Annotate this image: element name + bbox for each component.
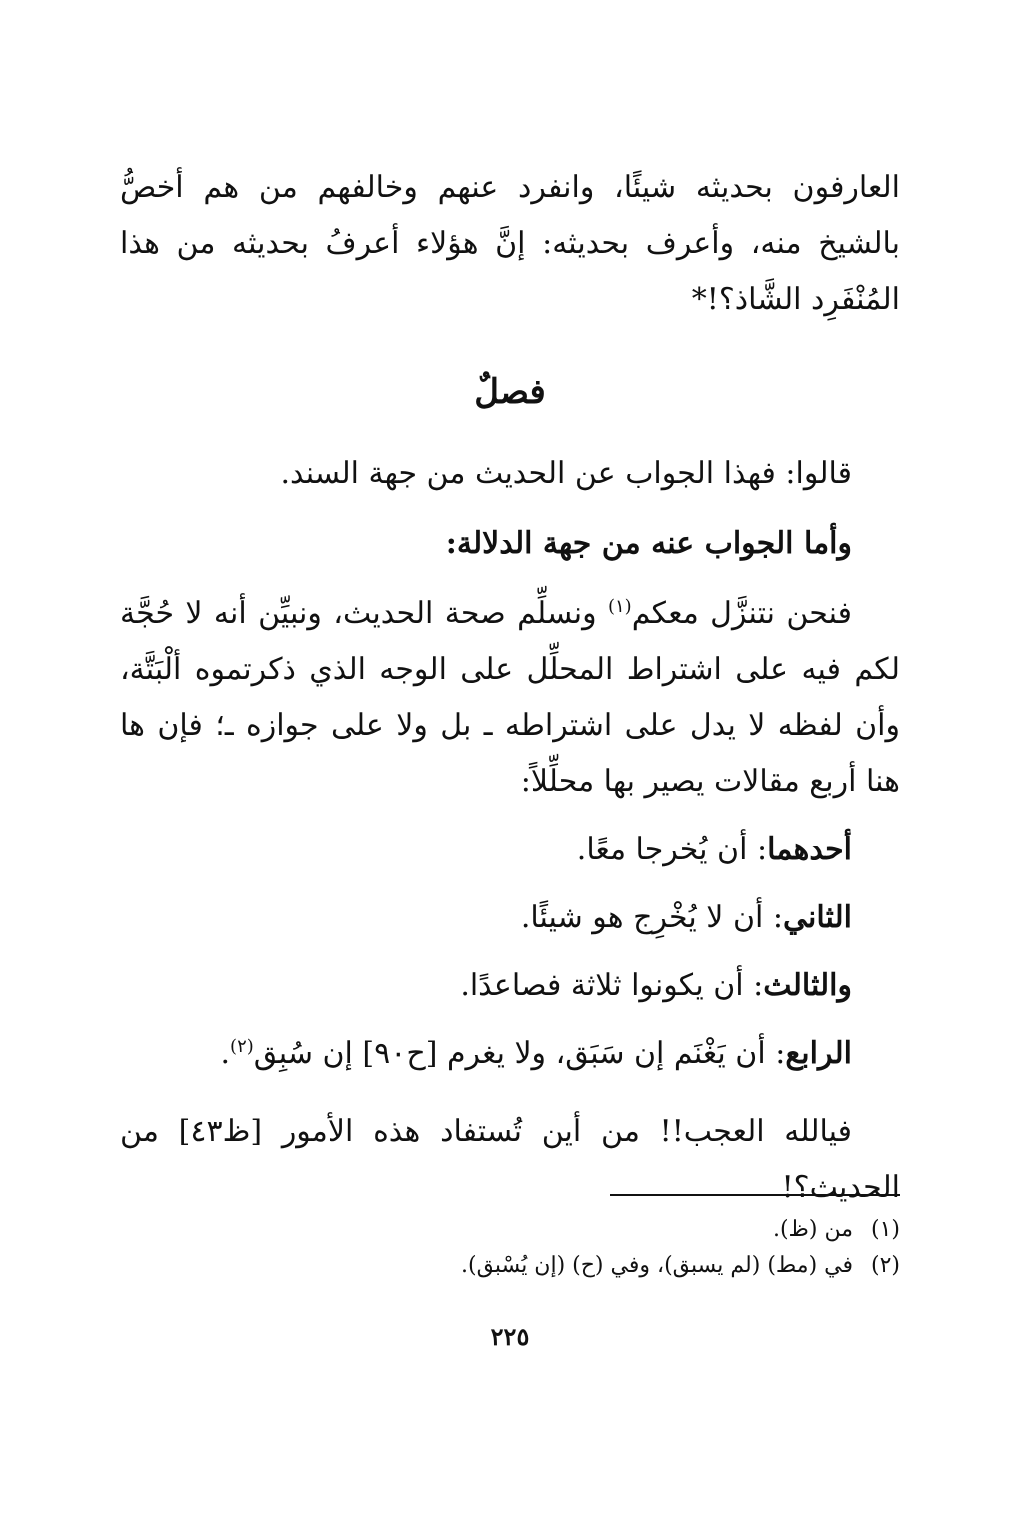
footnote-ref-2: (٢): [230, 1036, 254, 1057]
sanad-paragraph: قالوا: فهذا الجواب عن الحديث من جهة السند.: [280, 456, 852, 491]
list-item-text: : أن يُخرجا معًا.: [576, 832, 768, 867]
list-item-first: [120, 822, 852, 878]
footnote-number: (٢): [870, 1253, 900, 1278]
section-title: فصلٌ: [474, 372, 546, 412]
footnote-text: من (ظ).: [772, 1217, 853, 1242]
footnotes: [120, 1212, 900, 1284]
footnote-ref-1: (١): [607, 596, 632, 617]
book-page: [120, 150, 900, 1450]
list-item-text: : أن لا يُخْرِج هو شيئًا.: [520, 900, 783, 935]
list-item-tail: .: [220, 1036, 231, 1071]
dalala-heading: وأما الجواب عنه من جهة الدلالة:: [445, 526, 852, 561]
page-number: ٢٢٥: [490, 1322, 530, 1351]
list-item-label: الثاني: [782, 900, 852, 935]
list-item-second: [120, 890, 852, 946]
list-item-label: أحدهما: [767, 832, 852, 867]
list-item-label: والثالث: [763, 968, 852, 1003]
main-paragraph-part1: فنحن نتنزَّل معكم: [631, 596, 852, 631]
list-item-text: : أن يكونوا ثلاثة فصاعدًا.: [460, 968, 764, 1003]
list-item-text: : أن يَغْنَم إن سَبَق، ولا يغرم [ح٩٠] إن سُبِق: [253, 1036, 786, 1071]
footnote-1: [120, 1212, 900, 1248]
footnote-number: (١): [870, 1217, 900, 1242]
closing-paragraph: فيالله العجب!! من أين تُستفاد هذه الأمور [ظ٤٣] من الحديث؟!: [120, 1114, 900, 1205]
list-item-fourth: [120, 1026, 852, 1082]
main-paragraph: [120, 586, 900, 810]
footnote-text: في (مط) (لم يسبق)، وفي (ح) (إن يُسْبق).: [461, 1253, 853, 1278]
main-paragraph-part2: ونسلِّم صحة الحديث، ونبيِّن أنه لا حُجَّة لكم فيه على اشتراط المحلِّل على الوجه الذي ذكرتموه ألْبَتَّة، وأن لفظه لا يدل على اشتراطه ـ بل ولا على جوازه ـ؛ فإن ها هنا أربع مقالات يصير بها محلِّلاً:: [120, 596, 900, 799]
footnote-divider: [610, 1194, 900, 1196]
list-item-third: [120, 958, 852, 1014]
list-item-label: الرابع: [785, 1036, 852, 1071]
footnote-2: [120, 1248, 900, 1284]
intro-paragraph: العارفون بحديثه شيئًا، وانفرد عنهم وخالفهم من هم أخصُّ بالشيخ منه، وأعرف بحديثه: إنَّ هؤلاء أعرفُ بحديثه من هذا المُنْفَرِد الشَّاذ؟!*: [120, 170, 900, 317]
